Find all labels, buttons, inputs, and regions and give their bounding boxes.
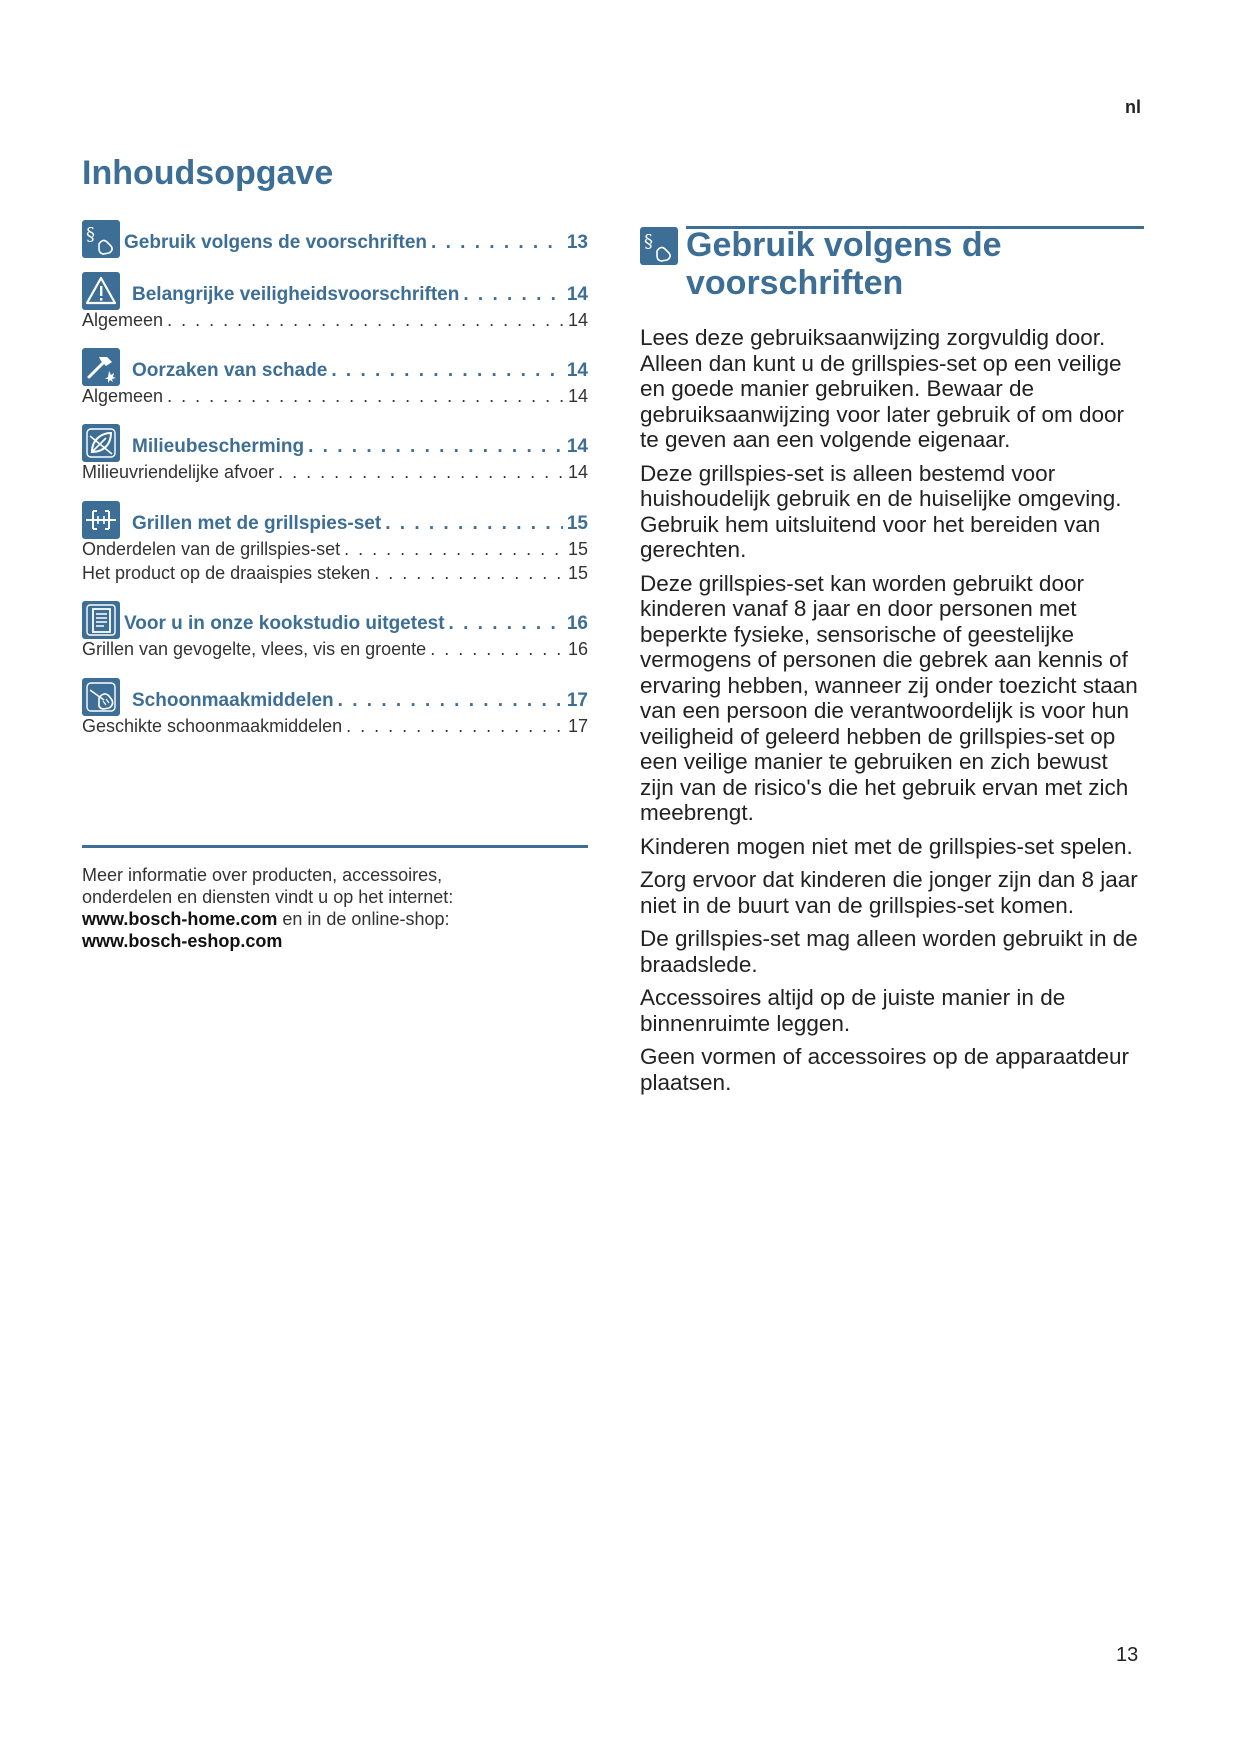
toc-subentry-page: 14: [567, 310, 588, 330]
toc-entry-link[interactable]: [82, 284, 588, 306]
toc-title: Inhoudsopgave: [82, 154, 334, 192]
leader-dots: [331, 360, 562, 382]
toc-section: [82, 344, 588, 410]
leader-dots: [308, 436, 563, 458]
leader-dots: [278, 462, 564, 483]
toc-section: [82, 420, 588, 486]
leader-dots: [430, 639, 564, 660]
toc-subentry-link[interactable]: [82, 639, 588, 663]
body-paragraph: De grillspies-set mag alleen worden gebruikt in de braadslede.: [640, 926, 1138, 977]
leader-dots: [167, 310, 564, 331]
page-number: 13: [1116, 1644, 1139, 1666]
leader-dots: [374, 563, 564, 584]
toc-subentry-page: 14: [567, 462, 588, 482]
body-paragraph: Geen vormen of accessoires op de apparaatdeur plaatsen.: [640, 1044, 1130, 1095]
leader-dots: [344, 539, 564, 560]
toc-entry-page: 14: [566, 284, 588, 305]
footer-line: Meer informatie over producten, accessoires,: [82, 865, 443, 885]
toc-entry-title: Schoonmaakmiddelen: [132, 690, 334, 711]
toc-subentry-link[interactable]: [82, 539, 588, 563]
toc-subentry-page: 14: [567, 386, 588, 406]
language-label: nl: [1125, 97, 1141, 117]
toc-entry-page: 14: [566, 360, 588, 381]
toc-entry-title: Grillen met de grillspies-set: [132, 513, 382, 534]
toc-subentry-title: Algemeen: [82, 310, 164, 330]
toc-entry-title: Gebruik volgens de voorschriften: [124, 232, 428, 253]
toc-subentry-page: 15: [567, 563, 588, 583]
toc-section: [82, 497, 588, 587]
toc-entry-page: 14: [566, 436, 588, 457]
toc-section: [82, 597, 588, 663]
leader-dots: [449, 613, 563, 635]
body-paragraph: Kinderen mogen niet met de grillspies-set spelen.: [640, 833, 1133, 859]
footer-line: [82, 908, 588, 930]
toc-subentry-link[interactable]: [82, 462, 588, 486]
toc-subentry-title: Algemeen: [82, 386, 164, 406]
toc-entry-page: 15: [566, 513, 588, 534]
toc-entry-title: Voor u in onze kookstudio uitgetest: [124, 613, 445, 634]
toc-entry-link[interactable]: [82, 360, 588, 382]
footer-text: en in de online-shop:: [277, 909, 450, 929]
body-paragraph: Deze grillspies-set is alleen bestemd voor huishoudelijk gebruik en de huiselijke omgeving. Gebruik hem uitsluitend voor het bereiden van gerechten.: [640, 460, 1122, 562]
toc-entry-page: 16: [566, 613, 588, 634]
toc-subentry-page: 16: [567, 639, 588, 659]
toc-subentry-link[interactable]: [82, 716, 588, 740]
toc-entry-link[interactable]: [82, 613, 588, 635]
section-hand-icon: [640, 227, 678, 265]
toc-section: [82, 216, 588, 258]
toc-subentry-link[interactable]: [82, 386, 588, 410]
toc-entry-link[interactable]: [82, 690, 588, 712]
toc-subentry-title: Grillen van gevogelte, vlees, vis en groente: [82, 639, 427, 659]
body-paragraph: Deze grillspies-set kan worden gebruikt door kinderen vanaf 8 jaar en door personen met beperkte fysieke, sensorische of geestelijke vermogens of personen die gebrek aan kennis of ervaring hebben, wanneer zij onder toezicht staan van een persoon die verantwoordelijk is voor hun veiligheid of geleerd hebben de grillspies-set op een veilige manier te gebruiken en zich bewust zijn van de risico's die het gebruik ervan met zich meebrengt.: [640, 570, 1138, 825]
leader-dots: [338, 690, 563, 712]
toc-section: [82, 268, 588, 334]
leader-dots: [167, 386, 564, 407]
toc-entry-link[interactable]: [82, 436, 588, 458]
footer-info: [82, 864, 588, 952]
toc-subentry-page: 17: [567, 716, 588, 736]
toc-subentry-title: Geschikte schoonmaakmiddelen: [82, 716, 343, 736]
svg-text:§: §: [86, 224, 95, 245]
divider: [82, 845, 588, 848]
leader-dots: [385, 513, 563, 535]
toc-section: [82, 674, 588, 740]
bosch-home-link[interactable]: www.bosch-home.com: [82, 909, 278, 929]
footer-line: [82, 930, 588, 952]
toc-entry-link[interactable]: [82, 513, 588, 535]
body-paragraph: Accessoires altijd op de juiste manier in de binnenruimte leggen.: [640, 985, 1066, 1036]
toc-entry-title: Oorzaken van schade: [132, 360, 328, 381]
body-paragraph: Lees deze gebruiksaanwijzing zorgvuldig door. Alleen dan kunt u de grillspies-set op een veilige en goede manier gebruiken. Bewaar de gebruiksaanwijzing voor later gebruik of om door te geven aan een volgende eigenaar.: [640, 325, 1125, 452]
svg-text:§: §: [644, 231, 653, 252]
section-title: Gebruik volgens de voorschriften: [686, 226, 1002, 302]
leader-dots: [346, 716, 564, 737]
toc-subentry-link[interactable]: [82, 310, 588, 334]
footer-line: onderdelen en diensten vindt u op het internet:: [82, 887, 454, 907]
toc-entry-title: Milieubescherming: [132, 436, 305, 457]
section-body: [640, 325, 1145, 1103]
toc-entry-page: 17: [566, 690, 588, 711]
toc-subentry-title: Het product op de draaispies steken: [82, 563, 371, 583]
body-paragraph: Zorg ervoor dat kinderen die jonger zijn dan 8 jaar niet in de buurt van de grillspies-set komen.: [640, 867, 1138, 918]
toc-subentry-title: Onderdelen van de grillspies-set: [82, 539, 341, 559]
bosch-eshop-link[interactable]: www.bosch-eshop.com: [82, 931, 283, 951]
toc-subentry-page: 15: [567, 539, 588, 559]
toc-subentry-link[interactable]: [82, 563, 588, 587]
toc-subentry-title: Milieuvriendelijke afvoer: [82, 462, 275, 482]
leader-dots: [463, 284, 563, 306]
toc-entry-link[interactable]: [82, 232, 588, 254]
toc-entry-page: 13: [566, 232, 588, 253]
leader-dots: [431, 232, 563, 254]
toc-entry-title: Belangrijke veiligheidsvoorschriften: [132, 284, 460, 305]
